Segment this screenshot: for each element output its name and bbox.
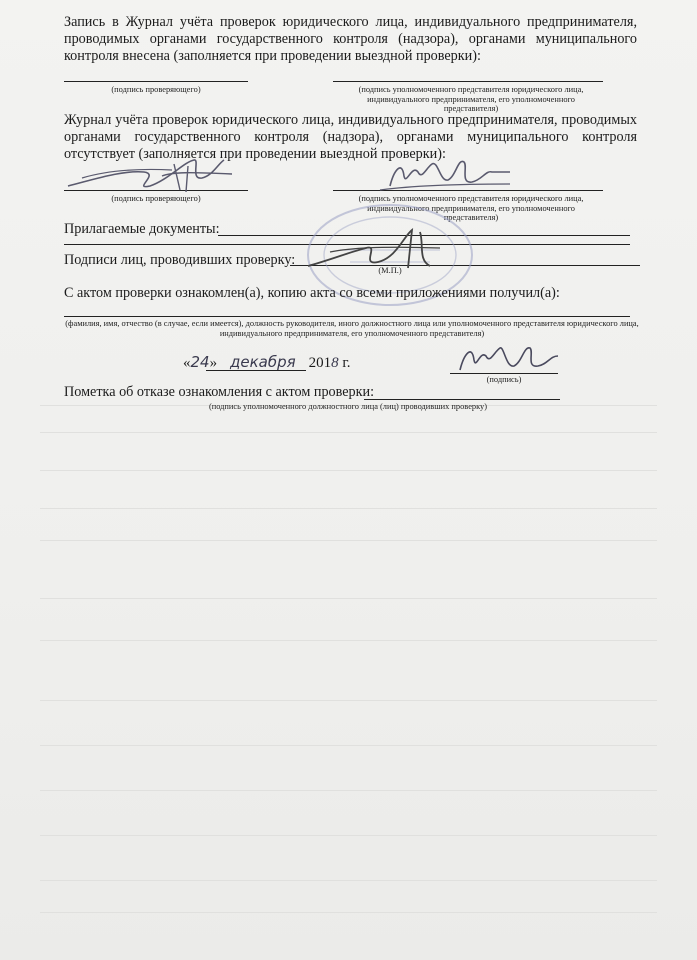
attached-documents-label: Прилагаемые документы:	[64, 221, 220, 237]
representative-signature-line	[333, 81, 603, 82]
date-month: декабря	[230, 353, 296, 371]
date-year-word: г.	[342, 355, 351, 371]
journal-entry-paragraph: Запись в Журнал учёта проверок юридического лица, индивидуального предпринимателя, проводимых органами государственного контроля (надзора), органами муниципального контроля внесена (заполняется при проведении выездной проверки):	[64, 14, 637, 64]
representative-signature-caption: (подпись уполномоченного представителя юридического лица, индивидуального предпринимателя, его уполномоченного представителя)	[358, 85, 584, 113]
recipient-signature-line	[450, 373, 558, 374]
representative-signature-caption-2: (подпись уполномоченного представителя юридического лица, индивидуального предпринимателя, его уполномоченного представителя)	[358, 194, 584, 222]
inspector-signatures-label: Подписи лиц, проводивших проверку:	[64, 252, 296, 268]
inspector-handwritten-signature	[62, 150, 242, 196]
date-year-prefix: 201	[308, 355, 332, 371]
acknowledgment-name-line	[64, 316, 630, 317]
representative-handwritten-signature	[360, 150, 520, 194]
date-day: 24	[190, 353, 210, 371]
date-year-suffix: 8	[331, 355, 339, 371]
date-month-underline	[206, 370, 306, 371]
acknowledgment-label: С актом проверки ознакомлен(а), копию акта со всеми приложениями получил(а):	[64, 285, 560, 301]
inspector-signature-caption: (подпись проверяющего)	[111, 85, 201, 94]
recipient-signature-caption: (подпись)	[486, 375, 522, 384]
date-open-quote: «	[183, 355, 191, 371]
seal-place-caption: (М.П.)	[378, 266, 402, 275]
refusal-label: Пометка об отказе ознакомления с актом проверки:	[64, 384, 375, 400]
journal-absent-paragraph: Журнал учёта проверок юридического лица, индивидуального предпринимателя, проводимых органами государственного контроля (надзора), органами муниципального контроля отсутствует (заполняется при проведении выездной проверки):	[64, 112, 637, 162]
inspector-signature-caption-2: (подпись проверяющего)	[111, 194, 201, 203]
inspector-signature-line	[64, 81, 248, 82]
inspector-signature-on-seal	[300, 222, 450, 274]
refusal-caption: (подпись уполномоченного должностного лица (лиц) проводивших проверку)	[208, 402, 488, 411]
acknowledgment-caption: (фамилия, имя, отчество (в случае, если имеется), должность руководителя, иного должностного лица или уполномоченного представителя юридического лица, индивидуального предпринимателя, его уполномоченного представителя)	[65, 319, 639, 338]
date-close-quote: »	[209, 355, 218, 371]
refusal-line	[364, 399, 560, 400]
